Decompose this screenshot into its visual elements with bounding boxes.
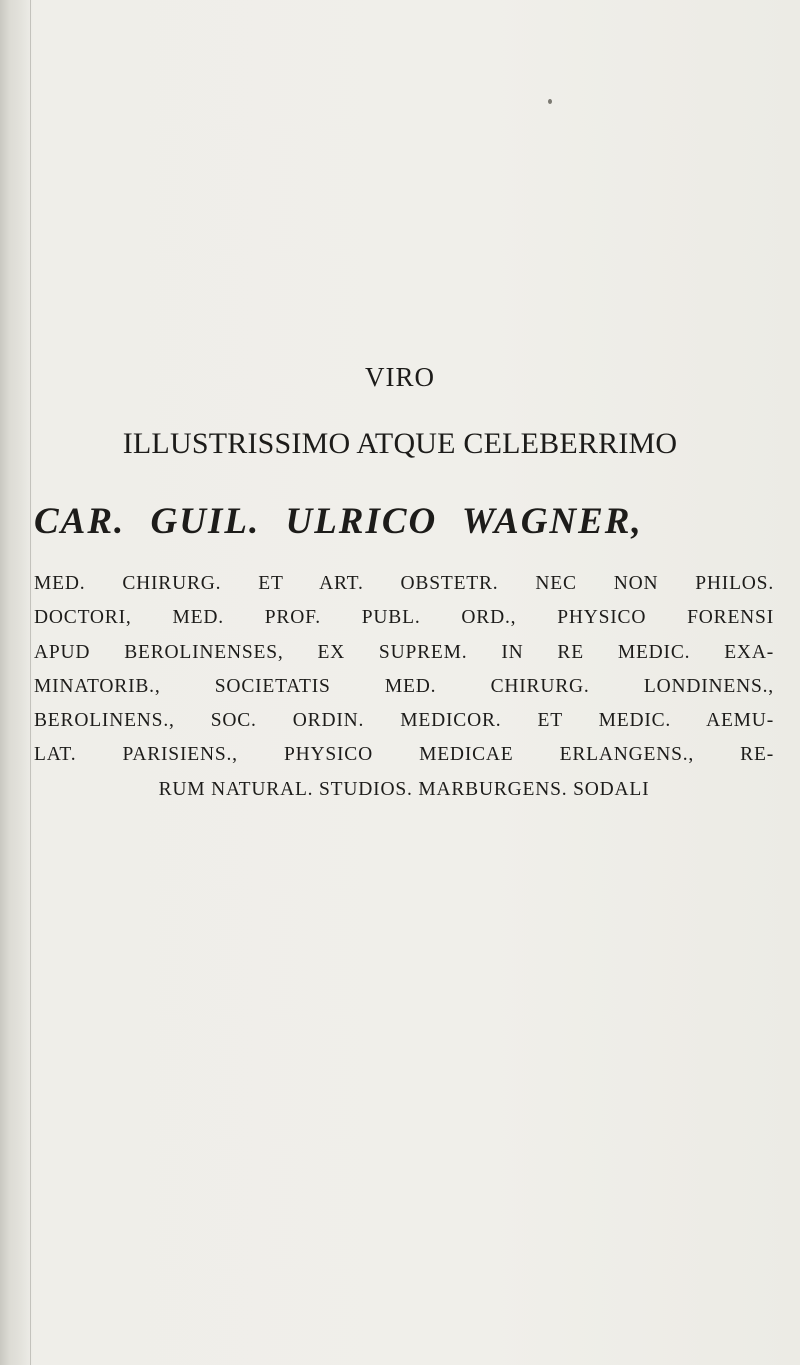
dedication-heading: VIRO [365, 362, 435, 392]
title-line: BEROLINENS., SOC. ORDIN. MEDICOR. ET MEDIC. AEMU- [34, 710, 774, 732]
dedication-epithet: ILLUSTRISSIMO ATQUE CELEBERRIMO [122, 427, 678, 460]
title-line: APUD BEROLINENSES, EX SUPREM. IN RE MEDIC. EXA- [34, 641, 774, 663]
title-line: MED. CHIRURG. ET ART. OBSTETR. NEC NON PHILOS. [34, 573, 774, 594]
dedicatee-name: CAR. GUIL. ULRICO WAGNER, [34, 501, 643, 542]
title-line: DOCTORI, MED. PROF. PUBL. ORD., PHYSICO FORENSI [34, 607, 774, 629]
dedicatee-titles [34, 567, 774, 807]
title-line: RUM NATURAL. STUDIOS. MARBURGENS. SODALI [158, 778, 650, 800]
title-line: LAT. PARISIENS., PHYSICO MEDICAE ERLANGENS., RE- [34, 744, 774, 766]
page-gutter-shadow [0, 0, 34, 1365]
title-line: MINATORIB., SOCIETATIS MED. CHIRURG. LONDINENS., [34, 675, 774, 697]
page-gutter-edge [30, 0, 31, 1365]
paper-speck [548, 99, 552, 104]
